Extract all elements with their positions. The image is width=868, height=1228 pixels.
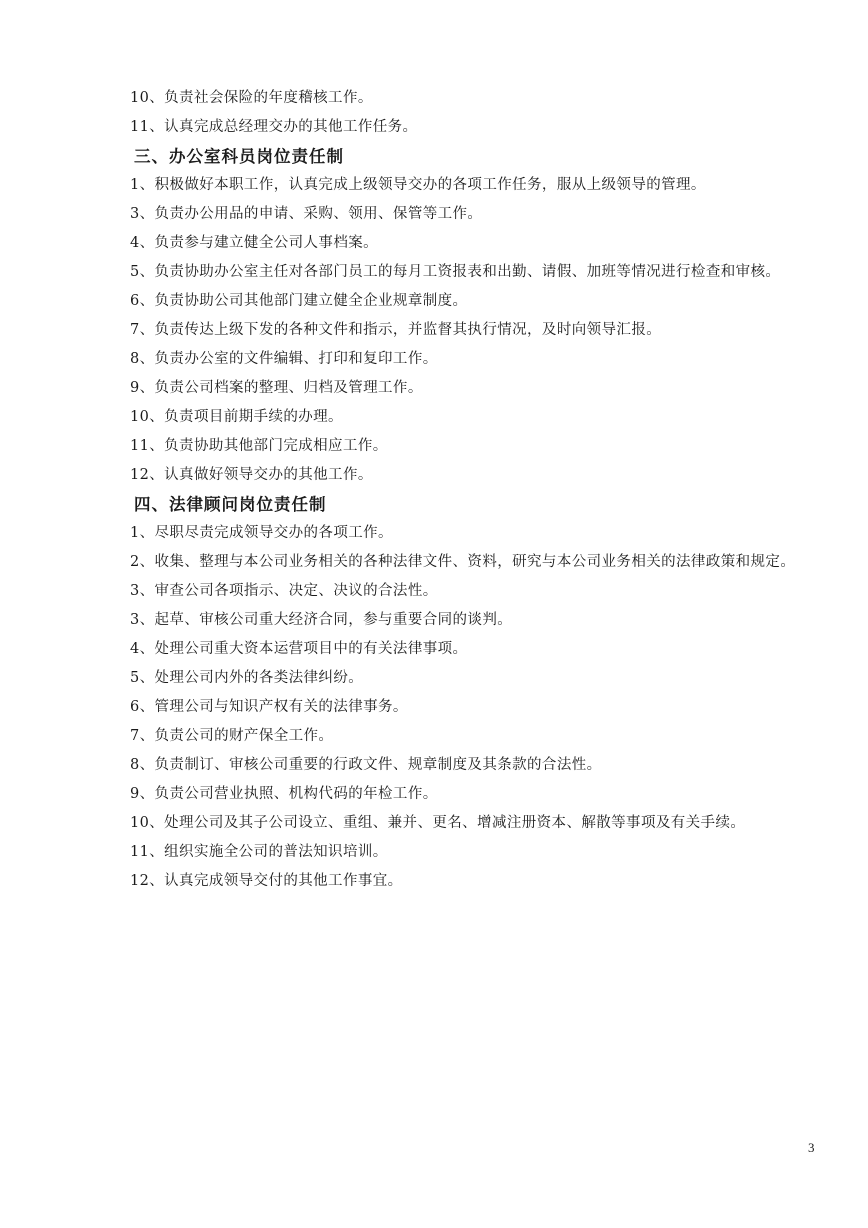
list-item: 8、负责办公室的文件编辑、打印和复印工作。 (130, 351, 438, 367)
list-item: 6、管理公司与知识产权有关的法律事务。 (130, 699, 408, 715)
list-item: 9、负责公司档案的整理、归档及管理工作。 (130, 380, 423, 396)
list-item: 10、处理公司及其子公司设立、重组、兼并、更名、增减注册资本、解散等事项及有关手续。 (130, 815, 746, 831)
list-item: 4、负责参与建立健全公司人事档案。 (130, 235, 379, 251)
list-item: 1、积极做好本职工作，认真完成上级领导交办的各项工作任务，服从上级领导的管理。 (130, 177, 706, 193)
list-item: 10、负责社会保险的年度稽核工作。 (130, 90, 373, 106)
page-number: 3 (808, 1140, 815, 1155)
list-item: 9、负责公司营业执照、机构代码的年检工作。 (130, 786, 438, 802)
list-item: 11、组织实施全公司的普法知识培训。 (130, 844, 388, 860)
list-item: 4、处理公司重大资本运营项目中的有关法律事项。 (130, 641, 468, 657)
list-item: 11、认真完成总经理交办的其他工作任务。 (130, 119, 418, 135)
list-item: 10、负责项目前期手续的办理。 (130, 409, 343, 425)
document-body (130, 84, 830, 896)
list-item: 3、起草、审核公司重大经济合同，参与重要合同的谈判。 (130, 612, 513, 628)
list-item: 5、处理公司内外的各类法律纠纷。 (130, 670, 364, 686)
list-item: 5、负责协助办公室主任对各部门员工的每月工资报表和出勤、请假、加班等情况进行检查和审核。 (130, 264, 781, 280)
list-item: 6、负责协助公司其他部门建立健全企业规章制度。 (130, 293, 468, 309)
list-item: 8、负责制订、审核公司重要的行政文件、规章制度及其条款的合法性。 (130, 757, 602, 773)
list-item: 7、负责传达上级下发的各种文件和指示，并监督其执行情况，及时向领导汇报。 (130, 322, 662, 338)
list-item: 7、负责公司的财产保全工作。 (130, 728, 334, 744)
list-item: 3、负责办公用品的申请、采购、领用、保管等工作。 (130, 206, 483, 222)
list-item: 1、尽职尽责完成领导交办的各项工作。 (130, 525, 393, 541)
list-item: 11、负责协助其他部门完成相应工作。 (130, 438, 388, 454)
list-item: 2、收集、整理与本公司业务相关的各种法律文件、资料，研究与本公司业务相关的法律政策和规定。 (130, 554, 796, 570)
section-heading: 三、办公室科员岗位责任制 (134, 147, 344, 166)
section-heading: 四、法律顾问岗位责任制 (134, 495, 327, 514)
list-item: 12、认真完成领导交付的其他工作事宜。 (130, 873, 403, 889)
list-item: 3、审查公司各项指示、决定、决议的合法性。 (130, 583, 438, 599)
list-item: 12、认真做好领导交办的其他工作。 (130, 467, 373, 483)
